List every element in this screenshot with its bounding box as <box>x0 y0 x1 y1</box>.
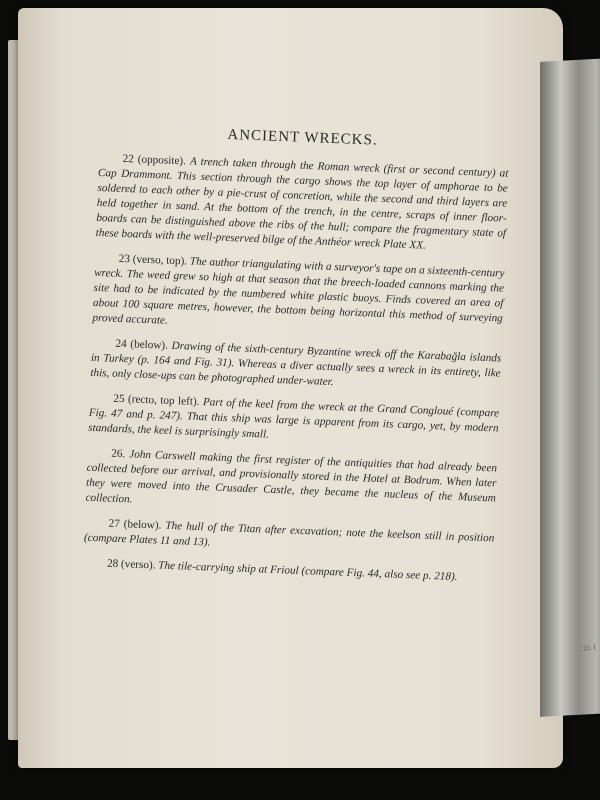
entry-caption: Drawing of the sixth-century Byzantine wreck off the Karabağla islands in Turkey (p. 164 and Fig. 31). Whereas a diver actually sees a wreck in its entirety, like this, only close-ups can be photographed under-water. <box>90 339 502 389</box>
facing-page-photo <box>540 58 600 717</box>
entry-location: (verso, top). <box>132 253 188 268</box>
facing-page-caption: 22. I <box>582 643 597 653</box>
entry-caption: The author triangulating with a surveyor's tape on a sixteenth-century wreck. The weed grew so high at that season that the breech-loaded cannons marking the site had to be indicated by the numbered white plastic buoys. Finds covered an area of about 100 square metres, however, the bottom being horizontal this method of surveying proved accurate. <box>92 255 505 327</box>
caption-entry <box>84 516 495 562</box>
entry-number: 25 <box>113 392 125 406</box>
caption-entry <box>92 251 505 342</box>
caption-entry <box>90 336 501 397</box>
entry-caption: The tile-carrying ship at Frioul (compare Fig. 44, also see p. 218). <box>158 559 458 584</box>
entry-number: 24 <box>115 337 127 351</box>
caption-entry <box>85 446 497 522</box>
entry-location: (verso). <box>120 558 156 572</box>
entry-location: (recto, top left). <box>127 393 200 409</box>
entry-caption: Part of the keel from the wreck at the Grand Congloué (compare Fig. 47 and p. 247). That this ship was large is apparent from its cargo, yet, by modern standards, the keel is surprisingly small. <box>88 396 500 441</box>
entry-location: (below). <box>130 338 169 352</box>
entry-number: 23 <box>118 252 131 266</box>
entry-number: 26. <box>111 447 126 461</box>
entry-number: 28 <box>106 557 119 571</box>
entry-location: (below). <box>123 518 162 532</box>
entry-number: 22 <box>122 152 135 166</box>
caption-entry <box>95 151 508 257</box>
entry-location: (opposite). <box>137 153 187 168</box>
entry-caption: John Carswell making the first register of the antiquities that had already been collected before our arrival, and provisionally stored in the Hotel at Bodrum. When later they were moved into the Crusader Castle, they became the nucleus of the Museum collection. <box>85 448 498 506</box>
caption-entry <box>83 556 493 587</box>
running-header: ANCIENT WRECKS. <box>227 126 378 149</box>
entry-caption: A trench taken through the Roman wreck (first or second century) at Cap Drammont. This section through the cargo shows the top layer of amphorae to be soldered to each other by a pie-crust of concretion, while the second and third layers are held together in sand. At the bottom of the trench, in the centre, scraps of inner floor-boards can be distinguished above the ribs of the hull; compare the fragmentary state of these boards with the well-preserved bilge of the Anthéor wreck Plate XX. <box>95 155 509 252</box>
entry-caption: The hull of the Titan after excavation; note the keelson still in position (compare Plates 11 and 13). <box>83 519 495 549</box>
caption-text-block <box>82 122 509 596</box>
caption-entry <box>88 391 499 452</box>
entry-number: 27 <box>108 517 120 531</box>
